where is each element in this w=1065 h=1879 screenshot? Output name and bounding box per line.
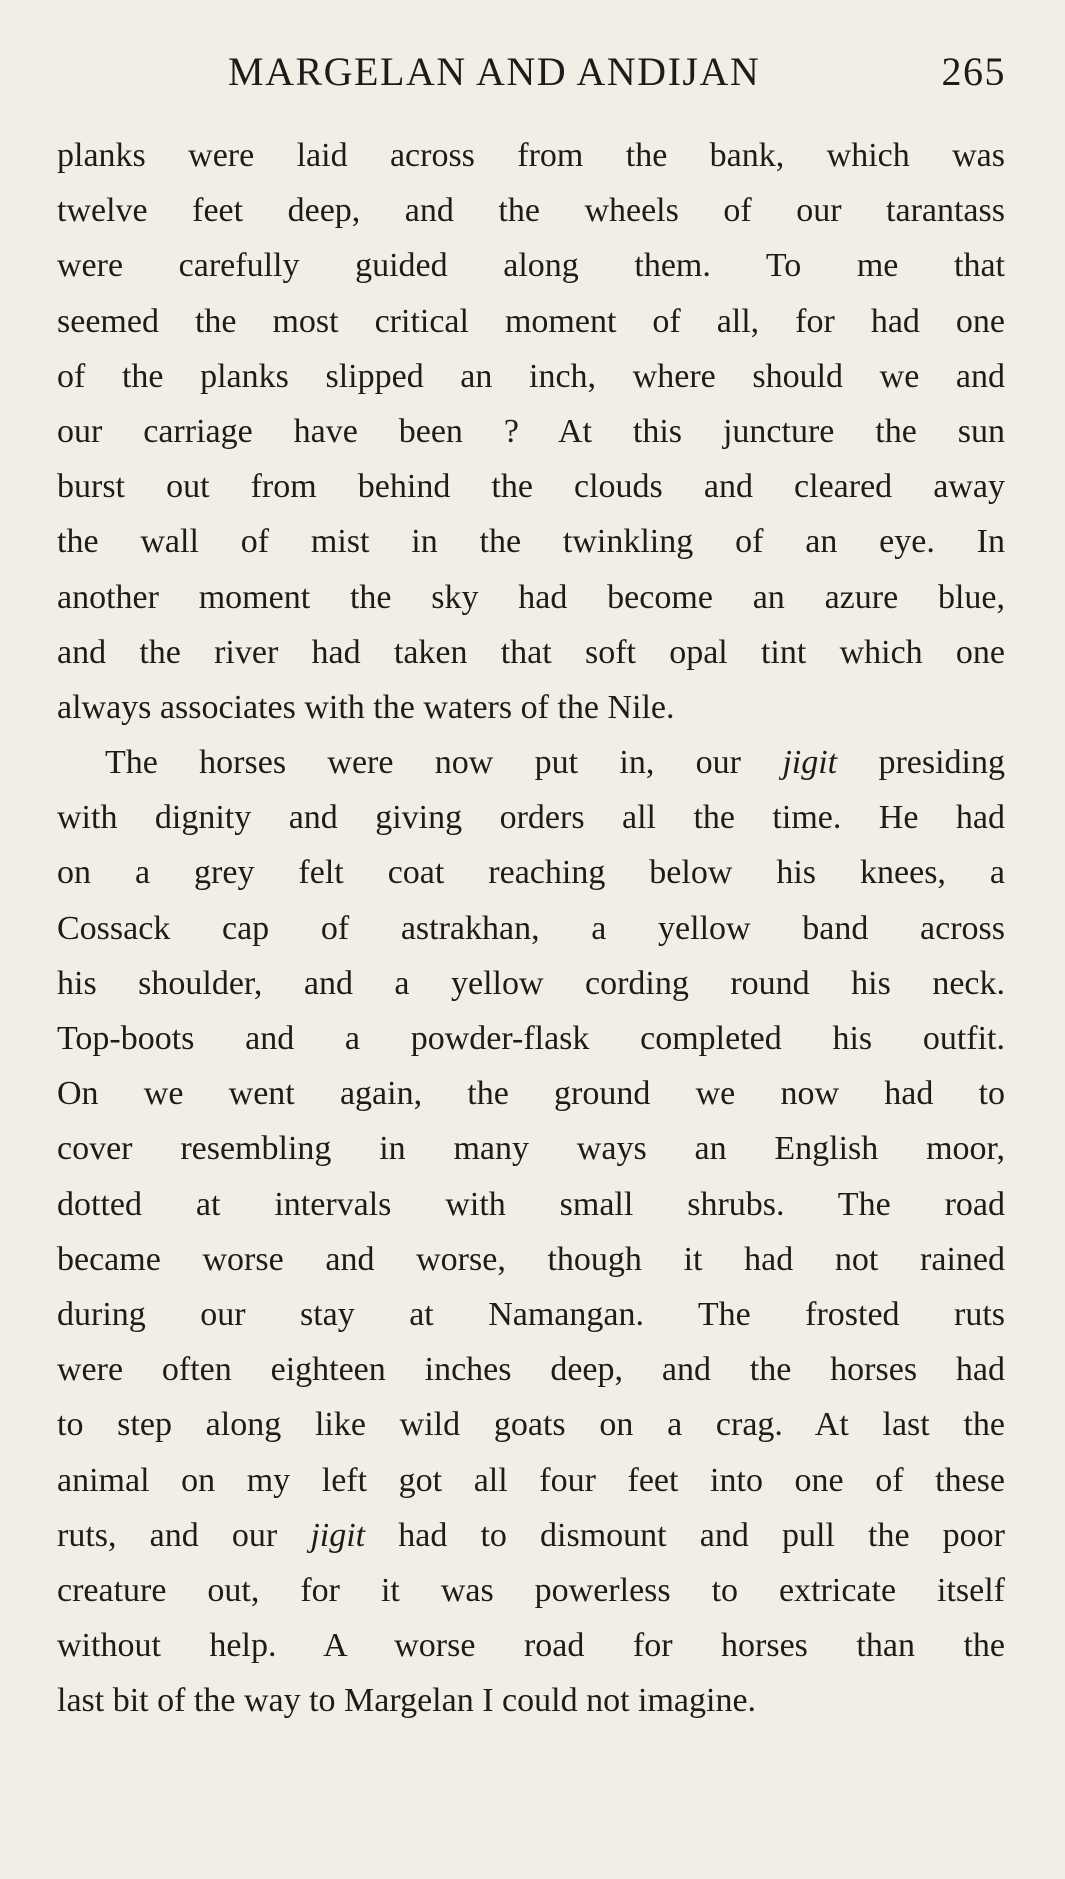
page-header (56, 48, 1006, 108)
text-line: dotted at intervals with small shrubs. The road (57, 1185, 1005, 1223)
body-text (57, 128, 1005, 1728)
text-line: cover resembling in many ways an English moor, (57, 1130, 1005, 1168)
italic-term-jigit: jigit (310, 1516, 366, 1554)
text-line: were often eighteen inches deep, and the horses had (57, 1351, 1005, 1389)
page-number: 265 (941, 49, 1006, 94)
text-line: and the river had taken that soft opal tint which one (57, 633, 1005, 671)
text-line: during our stay at Namangan. The frosted ruts (57, 1295, 1005, 1333)
text-line: another moment the sky had become an azure blue, (57, 578, 1005, 616)
text-line: last bit of the way to Margelan I could not imagine. (57, 1682, 757, 1720)
text-line: were carefully guided along them. To me that (57, 247, 1005, 285)
running-head: MARGELAN AND ANDIJAN (228, 49, 761, 94)
text-line: twelve feet deep, and the wheels of our tarantass (57, 192, 1005, 230)
text-line: seemed the most critical moment of all, for had one (57, 302, 1005, 340)
italic-term-jigit: jigit (782, 744, 838, 782)
text-line: of the planks slipped an inch, where should we and (57, 357, 1005, 395)
text-segment: ruts, and our (57, 1516, 311, 1554)
text-line: the wall of mist in the twinkling of an eye. In (57, 523, 1005, 561)
text-line: our carriage have been ? At this juncture the sun (57, 412, 1005, 450)
text-line: planks were laid across from the bank, which was (57, 137, 1005, 174)
text-line (57, 735, 1005, 790)
text-line: without help. A worse road for horses than the (57, 1627, 1005, 1665)
text-line: to step along like wild goats on a crag. At last the (57, 1406, 1005, 1444)
text-line: creature out, for it was powerless to extricate itself (57, 1571, 1005, 1609)
text-segment: had to dismount and pull the poor (365, 1516, 1005, 1554)
text-line: his shoulder, and a yellow cording round his neck. (57, 964, 1005, 1002)
text-line: Top-boots and a powder-flask completed his outfit. (57, 1020, 1005, 1057)
text-line: On we went again, the ground we now had to (57, 1075, 1005, 1113)
text-line: on a grey felt coat reaching below his knees, a (57, 854, 1005, 892)
text-line: Cossack cap of astrakhan, a yellow band across (57, 909, 1005, 947)
text-line: with dignity and giving orders all the time. He had (57, 799, 1005, 837)
text-segment: presiding (837, 744, 1006, 782)
text-line: always associates with the waters of the Nile. (57, 688, 675, 726)
text-segment: The horses were now put in, our (105, 744, 783, 782)
text-line (57, 1508, 1005, 1563)
text-line: burst out from behind the clouds and cleared away (57, 468, 1005, 506)
text-line: became worse and worse, though it had not rained (57, 1240, 1005, 1278)
text-line: animal on my left got all four feet into one of these (57, 1461, 1005, 1499)
